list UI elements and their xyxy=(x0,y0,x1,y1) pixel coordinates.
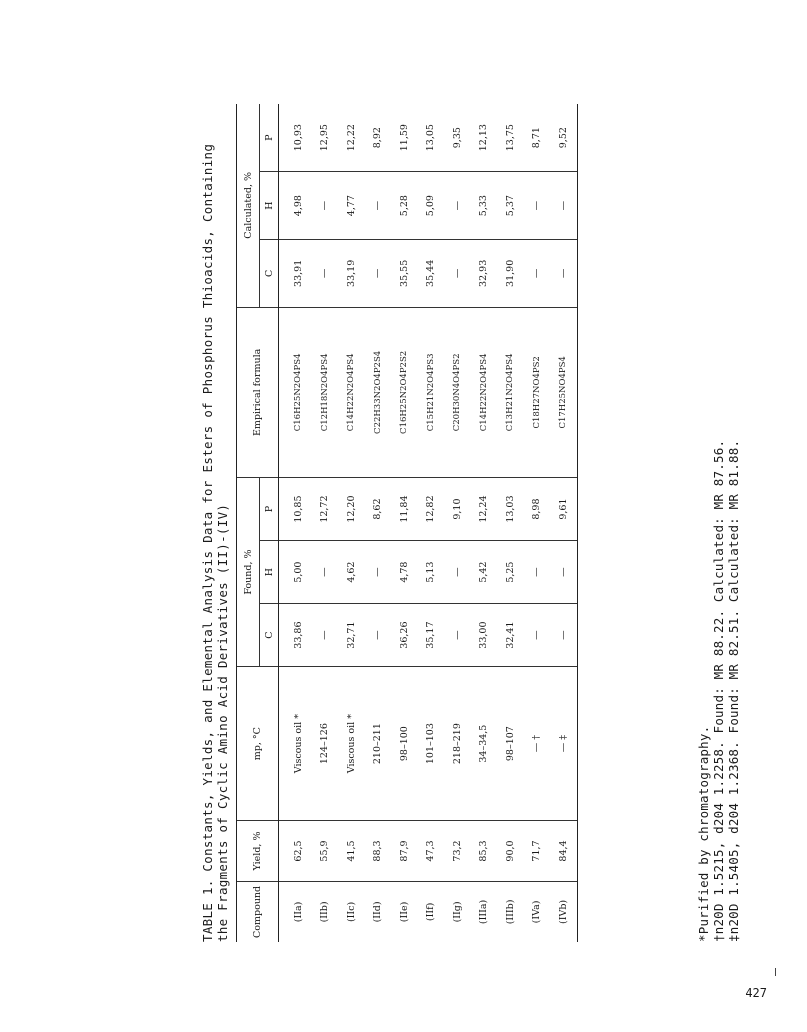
cell-calc-p: 13,05 xyxy=(418,104,445,172)
table-row xyxy=(444,104,471,942)
cell-formula: C18H27NO4PS2 xyxy=(524,307,551,477)
table-row xyxy=(524,104,551,942)
cell-compound: (IVa) xyxy=(531,900,543,924)
table-caption xyxy=(200,102,230,942)
cell-compound: (IIb) xyxy=(319,901,331,923)
cell-found-h: 5,13 xyxy=(418,541,445,604)
cell-calc-h: — xyxy=(550,172,577,240)
table-row xyxy=(312,104,339,942)
cell-mp: 218–219 xyxy=(444,667,471,821)
cell-found-p: 11,84 xyxy=(391,478,418,541)
cell-mp: Viscous oil * xyxy=(279,667,312,821)
edge-tick xyxy=(775,968,776,976)
cell-found-c: 32,41 xyxy=(497,604,524,667)
cell-formula: C16H25N2O4P2S2 xyxy=(391,307,418,477)
cell-yield: 87,9 xyxy=(391,821,418,882)
cell-calc-p: 9,52 xyxy=(550,104,577,172)
header-found-h: H xyxy=(260,541,279,604)
cell-found-c: 32,71 xyxy=(338,604,365,667)
cell-found-c: 33,86 xyxy=(279,604,312,667)
rotated-page-content xyxy=(200,90,800,960)
cell-mp: 98–107 xyxy=(497,667,524,821)
cell-found-h: — xyxy=(312,541,339,604)
cell-found-p: 12,24 xyxy=(471,478,498,541)
cell-calc-c: 33,91 xyxy=(279,239,312,307)
data-table xyxy=(236,104,578,942)
cell-mp: — ‡ xyxy=(550,667,577,821)
cell-calc-c: 31,90 xyxy=(497,239,524,307)
cell-found-c: — xyxy=(312,604,339,667)
cell-calc-h: 5,37 xyxy=(497,172,524,240)
cell-compound: (IVb) xyxy=(550,881,577,942)
cell-compound: (IIf) xyxy=(425,902,437,922)
cell-formula: C12H18N2O4PS4 xyxy=(312,307,339,477)
cell-compound: (IIIa) xyxy=(478,899,490,925)
table-row xyxy=(279,104,312,942)
header-calc-h: H xyxy=(260,172,279,240)
cell-found-p: 8,62 xyxy=(365,478,392,541)
header-calc-p: P xyxy=(260,104,279,172)
cell-found-h: — xyxy=(550,541,577,604)
cell-compound: (IIIb) xyxy=(504,899,516,925)
cell-compound: (IIg) xyxy=(451,901,463,923)
table-row xyxy=(497,104,524,942)
cell-found-h: 5,42 xyxy=(471,541,498,604)
cell-yield: 62,5 xyxy=(279,821,312,882)
table-row xyxy=(418,104,445,942)
cell-mp: 101–103 xyxy=(418,667,445,821)
cell-yield: 88,3 xyxy=(365,821,392,882)
cell-yield: 41,5 xyxy=(338,821,365,882)
cell-yield: 85,3 xyxy=(471,821,498,882)
cell-found-h: — xyxy=(524,541,551,604)
table-body xyxy=(279,104,578,942)
cell-formula: C17H25NO4PS4 xyxy=(550,307,577,477)
cell-compound: (IIa) xyxy=(292,901,304,923)
cell-calc-p: 11,59 xyxy=(391,104,418,172)
cell-calc-c: — xyxy=(444,239,471,307)
cell-found-h: 4,62 xyxy=(338,541,365,604)
footnote-dagger: †n20D 1.5215, d204 1.2258. Found: MR 88.22. Calculated: MR 87.56. xyxy=(711,439,726,942)
cell-calc-c: — xyxy=(312,239,339,307)
cell-mp: 210–211 xyxy=(365,667,392,821)
page-number: 427 xyxy=(745,986,767,1000)
cell-found-p: 13,03 xyxy=(497,478,524,541)
table-row xyxy=(391,104,418,942)
cell-found-p: 8,98 xyxy=(524,478,551,541)
cell-found-p: 12,20 xyxy=(338,478,365,541)
header-formula: Empirical formula xyxy=(237,307,279,477)
cell-yield: 47,3 xyxy=(418,821,445,882)
cell-formula: C20H30N4O4PS2 xyxy=(444,307,471,477)
cell-calc-p: 9,35 xyxy=(444,104,471,172)
cell-compound: (IIc) xyxy=(345,901,357,923)
cell-calc-p: 12,95 xyxy=(312,104,339,172)
cell-formula: C14H22N2O4PS4 xyxy=(471,307,498,477)
cell-calc-h: — xyxy=(312,172,339,240)
footnotes xyxy=(696,102,741,942)
cell-compound: (IIe) xyxy=(398,901,410,923)
cell-calc-p: 12,13 xyxy=(471,104,498,172)
caption-line-1: TABLE 1. Constants, Yields, and Elemental Analysis Data for Esters of Phosphorus Thioacids, Containing xyxy=(200,143,215,942)
cell-mp: 124–126 xyxy=(312,667,339,821)
cell-formula: C15H21N2O4PS3 xyxy=(418,307,445,477)
footnote-double-dagger: ‡n20D 1.5405, d204 1.2368. Found: MR 82.51. Calculated: MR 81.88. xyxy=(726,439,741,942)
cell-found-h: 5,00 xyxy=(279,541,312,604)
cell-found-c: — xyxy=(365,604,392,667)
cell-mp: Viscous oil * xyxy=(338,667,365,821)
cell-calc-h: 5,28 xyxy=(391,172,418,240)
cell-yield: 55,9 xyxy=(312,821,339,882)
cell-found-c: — xyxy=(524,604,551,667)
cell-yield: 90,0 xyxy=(497,821,524,882)
header-calculated: Calculated, % xyxy=(237,104,260,307)
header-calc-c: C xyxy=(260,239,279,307)
cell-found-p: 9,61 xyxy=(550,478,577,541)
cell-calc-c: — xyxy=(365,239,392,307)
cell-calc-c: — xyxy=(524,239,551,307)
cell-found-p: 12,82 xyxy=(418,478,445,541)
table-header xyxy=(237,104,279,942)
header-yield: Yield, % xyxy=(237,821,279,882)
cell-calc-p: 8,92 xyxy=(365,104,392,172)
cell-found-p: 10,85 xyxy=(279,478,312,541)
cell-found-c: 36,26 xyxy=(391,604,418,667)
cell-calc-p: 12,22 xyxy=(338,104,365,172)
cell-found-p: 9,10 xyxy=(444,478,471,541)
cell-found-p: 12,72 xyxy=(312,478,339,541)
header-found: Found, % xyxy=(237,478,260,667)
cell-formula: C13H21N2O4PS4 xyxy=(497,307,524,477)
cell-calc-h: — xyxy=(365,172,392,240)
cell-calc-c: 35,55 xyxy=(391,239,418,307)
cell-calc-h: 5,33 xyxy=(471,172,498,240)
cell-found-c: 33,00 xyxy=(471,604,498,667)
cell-formula: C14H22N2O4PS4 xyxy=(338,307,365,477)
cell-found-c: — xyxy=(444,604,471,667)
table-row xyxy=(471,104,498,942)
cell-calc-p: 10,93 xyxy=(279,104,312,172)
cell-found-c: 35,17 xyxy=(418,604,445,667)
cell-calc-h: 4,77 xyxy=(338,172,365,240)
header-found-p: P xyxy=(260,478,279,541)
cell-found-h: 4,78 xyxy=(391,541,418,604)
cell-calc-c: 33,19 xyxy=(338,239,365,307)
cell-calc-p: 13,75 xyxy=(497,104,524,172)
cell-mp: — † xyxy=(524,667,551,821)
cell-calc-p: 8,71 xyxy=(524,104,551,172)
header-found-c: C xyxy=(260,604,279,667)
table-row xyxy=(338,104,365,942)
cell-formula: C22H33N2O4P2S4 xyxy=(365,307,392,477)
cell-found-h: 5,25 xyxy=(497,541,524,604)
cell-found-h: — xyxy=(365,541,392,604)
cell-mp: 34–34,5 xyxy=(471,667,498,821)
cell-calc-h: 4,98 xyxy=(279,172,312,240)
cell-mp: 98–100 xyxy=(391,667,418,821)
cell-calc-h: — xyxy=(524,172,551,240)
cell-calc-h: — xyxy=(444,172,471,240)
cell-yield: 84,4 xyxy=(550,821,577,882)
cell-calc-c: 35,44 xyxy=(418,239,445,307)
footnote-star: *Purified by chromatography. xyxy=(696,725,711,942)
cell-formula: C16H25N2O4PS4 xyxy=(279,307,312,477)
cell-calc-c: — xyxy=(550,239,577,307)
cell-calc-h: 5,09 xyxy=(418,172,445,240)
cell-yield: 73,2 xyxy=(444,821,471,882)
cell-calc-c: 32,93 xyxy=(471,239,498,307)
cell-yield: 71,7 xyxy=(524,821,551,882)
cell-found-h: — xyxy=(444,541,471,604)
header-compound: Compound xyxy=(237,881,279,942)
table-row xyxy=(365,104,392,942)
caption-line-2: the Fragments of Cyclic Amino Acid Derivatives (II)-(IV) xyxy=(215,503,230,942)
header-mp: mp, °C xyxy=(237,667,279,821)
cell-compound: (IId) xyxy=(372,901,384,923)
cell-found-c: — xyxy=(550,604,577,667)
table-row xyxy=(550,104,577,942)
